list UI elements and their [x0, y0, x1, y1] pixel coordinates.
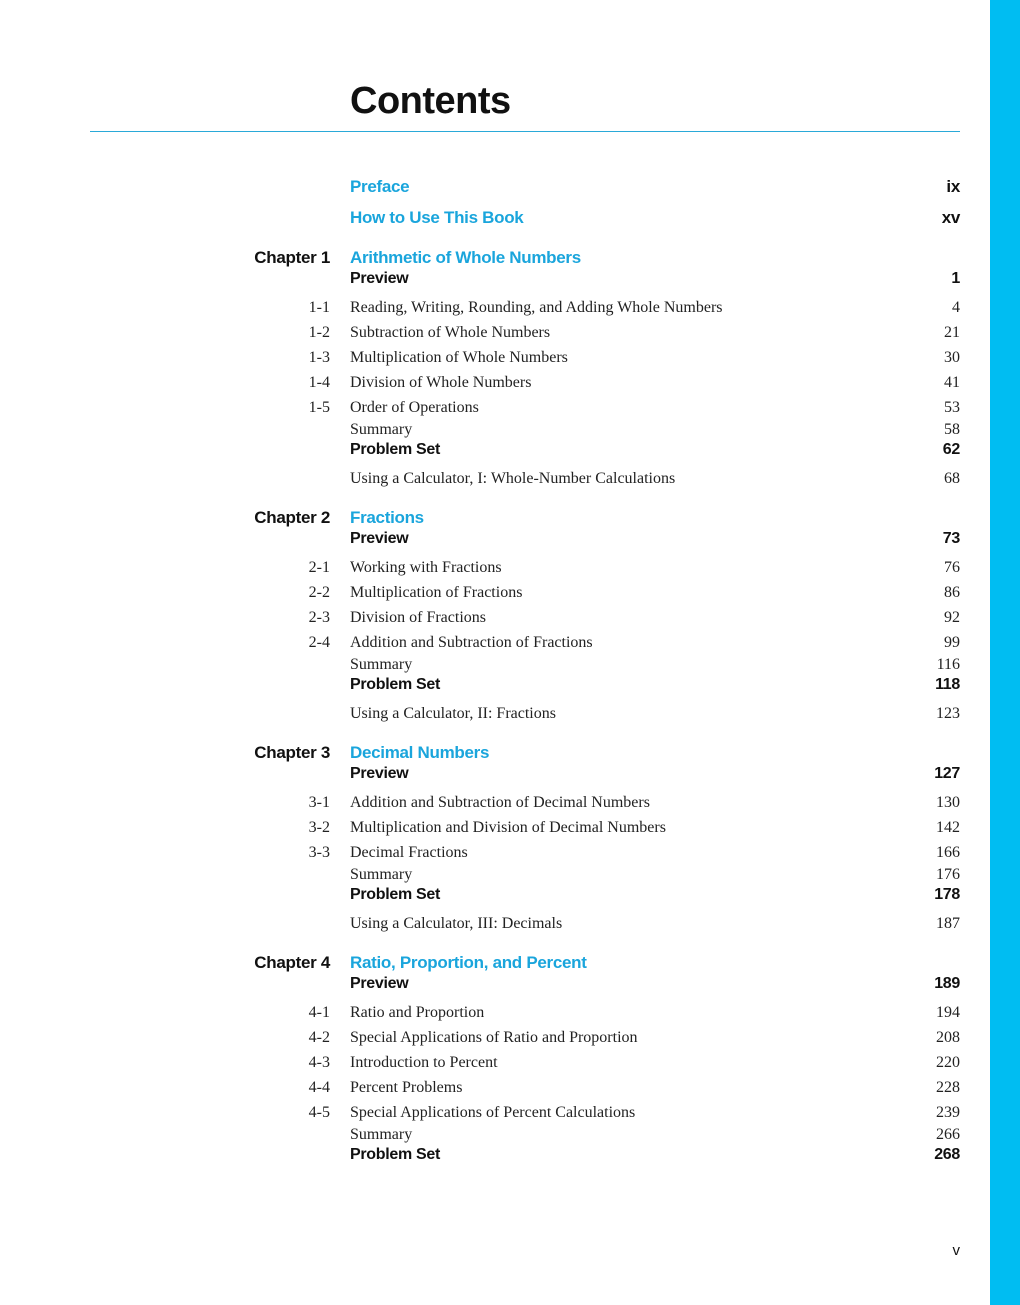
- section-number: 4-4: [308, 1079, 330, 1096]
- section-title: Addition and Subtraction of Fractions: [350, 634, 593, 651]
- problem-set-label: Problem Set: [350, 1146, 441, 1163]
- section-title: Order of Operations: [350, 399, 479, 416]
- section-title: Division of Whole Numbers: [350, 374, 532, 391]
- page-title: Contents: [350, 80, 511, 122]
- toc-problem-set[interactable]: [0, 1145, 1020, 1171]
- section-page: 228: [936, 1079, 960, 1096]
- section-page: 4: [952, 299, 960, 316]
- calculator-page: 123: [936, 705, 960, 722]
- section-number: 1-2: [308, 324, 330, 341]
- summary-label: Summary: [350, 866, 413, 883]
- summary-page: 116: [936, 656, 960, 673]
- chapter-number: Chapter 2: [254, 508, 330, 527]
- toc-summary[interactable]: [0, 420, 1020, 440]
- toc-section[interactable]: [0, 1075, 1020, 1100]
- section-page: 208: [936, 1029, 960, 1046]
- section-page: 194: [936, 1004, 960, 1021]
- section-number: 2-1: [308, 559, 330, 576]
- section-number: 1-1: [308, 299, 330, 316]
- toc-section[interactable]: [0, 580, 1020, 605]
- section-title: Multiplication of Whole Numbers: [350, 349, 568, 366]
- toc-summary[interactable]: [0, 1125, 1020, 1145]
- preview-label: Preview: [350, 975, 409, 992]
- toc-preview[interactable]: [0, 974, 1020, 1000]
- calculator-label: Using a Calculator, I: Whole-Number Calculations: [350, 470, 676, 487]
- calculator-label: Using a Calculator, II: Fractions: [350, 705, 556, 722]
- front-label: Preface: [350, 177, 410, 196]
- section-page: 92: [944, 609, 960, 626]
- chapter-heading[interactable]: [0, 952, 1020, 974]
- problem-set-page: 62: [942, 441, 960, 458]
- section-page: 239: [936, 1104, 960, 1121]
- section-title: Special Applications of Ratio and Proportion: [350, 1029, 638, 1046]
- section-page: 30: [944, 349, 960, 366]
- section-page: 130: [936, 794, 960, 811]
- section-title: Multiplication of Fractions: [350, 584, 523, 601]
- problem-set-page: 118: [935, 676, 960, 693]
- section-number: 2-3: [308, 609, 330, 626]
- calculator-page: 187: [936, 915, 960, 932]
- preview-page: 127: [934, 765, 960, 782]
- toc-calculator[interactable]: [0, 911, 1020, 936]
- section-number: 3-2: [308, 819, 330, 836]
- toc-section[interactable]: [0, 345, 1020, 370]
- front-label: How to Use This Book: [350, 208, 524, 227]
- summary-page: 266: [936, 1126, 960, 1143]
- toc-section[interactable]: [0, 1025, 1020, 1050]
- section-title: Multiplication and Division of Decimal Numbers: [350, 819, 666, 836]
- toc-preview[interactable]: [0, 269, 1020, 295]
- preview-label: Preview: [350, 765, 409, 782]
- toc-section[interactable]: [0, 555, 1020, 580]
- toc-section[interactable]: [0, 1000, 1020, 1025]
- summary-label: Summary: [350, 656, 413, 673]
- preview-page: 73: [942, 530, 960, 547]
- toc-section[interactable]: [0, 295, 1020, 320]
- front-page: ix: [946, 177, 960, 196]
- section-page: 142: [936, 819, 960, 836]
- section-title: Special Applications of Percent Calculations: [350, 1104, 636, 1121]
- section-page: 166: [936, 844, 960, 861]
- section-number: 2-4: [308, 634, 330, 651]
- toc-front-preface[interactable]: [0, 174, 1020, 205]
- section-title: Percent Problems: [350, 1079, 463, 1096]
- toc-section[interactable]: [0, 320, 1020, 345]
- section-page: 41: [944, 374, 960, 391]
- table-of-contents: [0, 174, 1020, 1171]
- section-number: 4-3: [308, 1054, 330, 1071]
- chapter-heading[interactable]: [0, 742, 1020, 764]
- section-title: Addition and Subtraction of Decimal Numbers: [350, 794, 650, 811]
- problem-set-label: Problem Set: [350, 676, 441, 693]
- section-title: Subtraction of Whole Numbers: [350, 324, 551, 341]
- section-page: 220: [936, 1054, 960, 1071]
- section-number: 1-5: [308, 399, 330, 416]
- summary-label: Summary: [350, 1126, 413, 1143]
- chapter-title: Decimal Numbers: [350, 743, 490, 762]
- toc-section[interactable]: [0, 395, 1020, 420]
- toc-preview[interactable]: [0, 529, 1020, 555]
- section-number: 3-1: [308, 794, 330, 811]
- problem-set-label: Problem Set: [350, 886, 441, 903]
- section-number: 1-3: [308, 349, 330, 366]
- calculator-label: Using a Calculator, III: Decimals: [350, 915, 563, 932]
- toc-section[interactable]: [0, 840, 1020, 865]
- section-title: Ratio and Proportion: [350, 1004, 485, 1021]
- summary-page: 58: [944, 421, 960, 438]
- section-title: Decimal Fractions: [350, 844, 468, 861]
- section-number: 2-2: [308, 584, 330, 601]
- toc-section[interactable]: [0, 1050, 1020, 1075]
- preview-page: 1: [951, 270, 960, 287]
- section-title: Working with Fractions: [350, 559, 502, 576]
- toc-summary[interactable]: [0, 655, 1020, 675]
- chapter-title: Ratio, Proportion, and Percent: [350, 953, 587, 972]
- toc-section[interactable]: [0, 630, 1020, 655]
- section-number: 4-2: [308, 1029, 330, 1046]
- chapter-title: Arithmetic of Whole Numbers: [350, 248, 581, 267]
- section-title: Division of Fractions: [350, 609, 486, 626]
- page-folio: v: [952, 1242, 960, 1259]
- toc-section[interactable]: [0, 370, 1020, 395]
- title-rule: [90, 131, 960, 132]
- chapter-number: Chapter 4: [254, 953, 330, 972]
- section-page: 99: [944, 634, 960, 651]
- preview-label: Preview: [350, 270, 409, 287]
- section-number: 4-1: [308, 1004, 330, 1021]
- problem-set-label: Problem Set: [350, 441, 441, 458]
- section-number: 1-4: [308, 374, 330, 391]
- toc-problem-set[interactable]: [0, 885, 1020, 911]
- section-page: 21: [944, 324, 960, 341]
- toc-preview[interactable]: [0, 764, 1020, 790]
- section-title: Introduction to Percent: [350, 1054, 498, 1071]
- calculator-page: 68: [944, 470, 960, 487]
- toc-section[interactable]: [0, 815, 1020, 840]
- summary-page: 176: [936, 866, 960, 883]
- toc-summary[interactable]: [0, 865, 1020, 885]
- section-title: Reading, Writing, Rounding, and Adding Whole Numbers: [350, 299, 723, 316]
- toc-calculator[interactable]: [0, 466, 1020, 491]
- chapter-number: Chapter 3: [254, 743, 330, 762]
- front-page: xv: [941, 208, 960, 227]
- preview-page: 189: [934, 975, 960, 992]
- problem-set-page: 268: [934, 1146, 960, 1163]
- section-number: 4-5: [308, 1104, 330, 1121]
- toc-section[interactable]: [0, 605, 1020, 630]
- toc-problem-set[interactable]: [0, 675, 1020, 701]
- chapter-title: Fractions: [350, 508, 424, 527]
- problem-set-page: 178: [934, 886, 960, 903]
- toc-calculator[interactable]: [0, 701, 1020, 726]
- chapter-number: Chapter 1: [254, 248, 330, 267]
- section-number: 3-3: [308, 844, 330, 861]
- section-page: 53: [944, 399, 960, 416]
- section-page: 76: [944, 559, 960, 576]
- chapter-heading[interactable]: [0, 507, 1020, 529]
- section-page: 86: [944, 584, 960, 601]
- toc-section[interactable]: [0, 790, 1020, 815]
- summary-label: Summary: [350, 421, 413, 438]
- toc-section[interactable]: [0, 1100, 1020, 1125]
- toc-front-how-to-use[interactable]: [0, 205, 1020, 236]
- chapter-heading[interactable]: [0, 247, 1020, 269]
- preview-label: Preview: [350, 530, 409, 547]
- toc-problem-set[interactable]: [0, 440, 1020, 466]
